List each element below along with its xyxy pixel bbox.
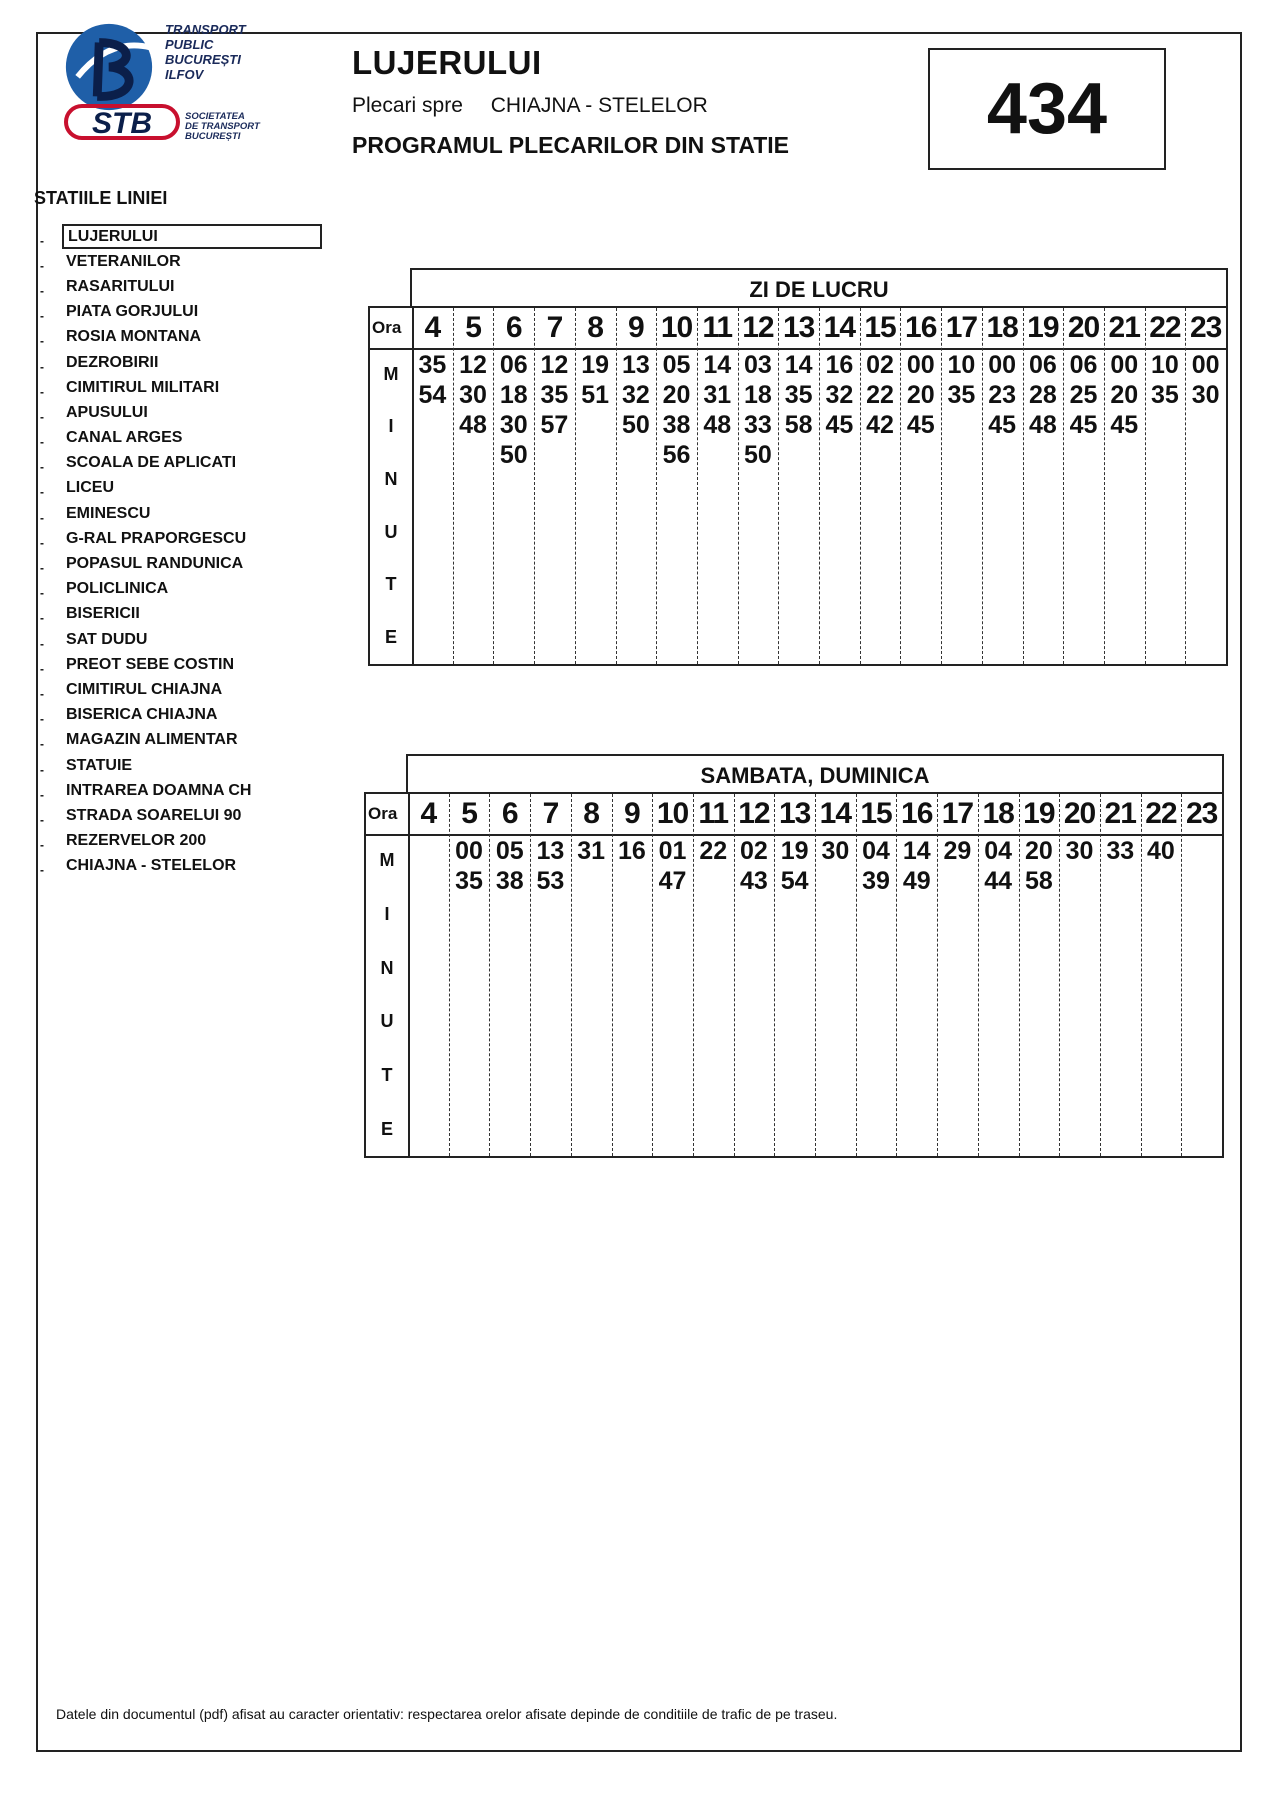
hour-cell: 21 bbox=[1108, 311, 1140, 344]
station-name: LUJERULUI bbox=[352, 44, 542, 81]
departure-minute: 05 bbox=[495, 837, 524, 865]
tpbi-logo-text: TRANSPORT PUBLIC BUCUREȘTI ILFOV bbox=[165, 22, 246, 82]
departure-minute: 31 bbox=[577, 837, 606, 865]
station-item bbox=[40, 803, 340, 828]
station-name-label: CIMITIRUL CHIAJNA bbox=[66, 680, 223, 698]
station-name-label: SCOALA DE APLICATI bbox=[66, 454, 237, 472]
departure-minute: 22 bbox=[699, 837, 728, 865]
minutes-cell bbox=[612, 836, 653, 866]
station-item bbox=[40, 224, 340, 249]
station-item bbox=[40, 325, 340, 350]
departure-minute: 57 bbox=[540, 411, 569, 439]
timetable-grid bbox=[364, 792, 1224, 1158]
stb-logo-icon bbox=[62, 100, 182, 144]
departure-minute: 38 bbox=[495, 867, 524, 895]
station-bullet: - bbox=[40, 636, 44, 651]
departure-minute: 14 bbox=[703, 351, 732, 379]
departure-minute: 50 bbox=[621, 411, 650, 439]
minute-label-letter: N bbox=[380, 957, 394, 978]
station-item bbox=[40, 577, 340, 602]
hour-cell: 7 bbox=[542, 797, 559, 830]
departure-minute: 50 bbox=[499, 441, 528, 469]
station-name-label: EMINESCU bbox=[66, 504, 151, 522]
hour-cell: 14 bbox=[819, 797, 852, 830]
station-name-label: POLICLINICA bbox=[66, 580, 169, 598]
station-name-label: RASARITULUI bbox=[66, 277, 175, 295]
departure-minute: 30 bbox=[459, 381, 487, 409]
minute-label-letter: M bbox=[379, 850, 395, 871]
departure-minute: 19 bbox=[780, 837, 809, 865]
stb-logo-text: SOCIETATEA DE TRANSPORT BUCUREȘTI bbox=[185, 111, 260, 142]
station-name-label: CANAL ARGES bbox=[66, 429, 183, 447]
minute-label-letter: I bbox=[388, 416, 394, 437]
timetable-grid bbox=[368, 306, 1228, 666]
direction bbox=[352, 94, 708, 118]
minutes-cell bbox=[941, 350, 982, 410]
station-bullet: - bbox=[40, 812, 44, 827]
minutes-cell bbox=[1104, 350, 1145, 440]
departure-minute: 10 bbox=[947, 351, 976, 379]
hour-cell: 12 bbox=[742, 311, 774, 344]
minutes-cell bbox=[900, 350, 941, 440]
departure-minute: 06 bbox=[1069, 351, 1098, 379]
station-item bbox=[40, 677, 340, 702]
station-bullet: - bbox=[40, 485, 44, 500]
minute-label-letter: E bbox=[380, 1118, 393, 1139]
minutes-cell bbox=[860, 350, 901, 440]
departure-minute: 30 bbox=[499, 411, 528, 439]
hour-cell: 12 bbox=[738, 797, 770, 830]
departure-minute: 20 bbox=[1110, 381, 1139, 409]
departure-minute: 45 bbox=[825, 411, 854, 439]
minutes-cell bbox=[982, 350, 1023, 440]
station-item bbox=[40, 426, 340, 451]
hour-cell: 14 bbox=[823, 311, 856, 344]
minute-label-letter: U bbox=[384, 521, 398, 542]
departure-minute: 05 bbox=[662, 351, 691, 379]
departure-minute: 19 bbox=[581, 351, 610, 379]
station-bullet: - bbox=[40, 863, 44, 878]
departure-minute: 14 bbox=[784, 351, 813, 379]
departure-minute: 58 bbox=[784, 411, 813, 439]
departure-minute: 53 bbox=[536, 867, 565, 895]
station-name-label: STATUIE bbox=[66, 756, 133, 774]
minutes-cell bbox=[656, 350, 697, 470]
station-name-label: BISERICA CHIAJNA bbox=[66, 706, 218, 724]
departure-minute: 30 bbox=[821, 837, 850, 865]
station-bullet: - bbox=[40, 359, 44, 374]
station-name-label: LUJERULUI bbox=[62, 224, 322, 249]
departure-minute: 02 bbox=[866, 351, 894, 379]
departure-minute: 33 bbox=[744, 411, 772, 439]
departure-minute: 13 bbox=[621, 351, 650, 379]
minutes-cell bbox=[493, 350, 534, 470]
minutes-cell bbox=[978, 836, 1019, 896]
departure-minute: 32 bbox=[825, 381, 854, 409]
station-name-label: APUSULUI bbox=[66, 403, 148, 421]
departure-minute: 58 bbox=[1024, 867, 1053, 895]
station-bullet: - bbox=[40, 233, 44, 248]
hour-cell: 5 bbox=[465, 311, 481, 344]
station-name-label: STRADA SOARELUI 90 bbox=[66, 806, 242, 824]
minutes-cell bbox=[1141, 836, 1182, 866]
station-bullet: - bbox=[40, 435, 44, 450]
departure-minute: 49 bbox=[902, 867, 931, 895]
minutes-cell bbox=[1185, 350, 1226, 410]
minutes-cell bbox=[937, 836, 978, 866]
station-list bbox=[40, 224, 340, 879]
column-divider bbox=[1181, 794, 1182, 1156]
departure-minute: 12 bbox=[459, 351, 487, 379]
hour-cell: 22 bbox=[1149, 311, 1181, 344]
departure-minute: 02 bbox=[740, 837, 768, 865]
departure-minute: 30 bbox=[1065, 837, 1094, 865]
hour-cell: 8 bbox=[583, 797, 599, 830]
minutes-cell bbox=[616, 350, 657, 440]
departure-minute: 23 bbox=[988, 381, 1017, 409]
program-title: PROGRAMUL PLECARILOR DIN STATIE bbox=[352, 132, 789, 158]
station-name-label: G-RAL PRAPORGESCU bbox=[66, 529, 247, 547]
minutes-cell bbox=[449, 836, 490, 896]
departure-minute: 45 bbox=[988, 411, 1017, 439]
direction-label: Plecari spre bbox=[352, 94, 463, 117]
hour-cell: 6 bbox=[505, 311, 522, 344]
departure-minute: 35 bbox=[1151, 381, 1179, 409]
minutes-cell bbox=[1145, 350, 1186, 410]
minutes-cell bbox=[819, 350, 860, 440]
station-name-label: REZERVELOR 200 bbox=[66, 832, 207, 850]
station-bullet: - bbox=[40, 561, 44, 576]
departure-minute: 00 bbox=[455, 837, 483, 865]
station-item bbox=[40, 778, 340, 803]
minute-label-letter: I bbox=[384, 903, 390, 924]
departure-minute: 44 bbox=[984, 867, 1013, 895]
departure-minute: 00 bbox=[1191, 351, 1220, 379]
stations-title: STATIILE LINIEI bbox=[34, 188, 168, 208]
minute-label-letter: N bbox=[384, 469, 398, 490]
minute-label-letter: T bbox=[385, 574, 397, 595]
station-name-label: LICEU bbox=[66, 479, 114, 497]
station-item bbox=[40, 829, 340, 854]
station-item bbox=[40, 451, 340, 476]
timetable-title: ZI DE LUCRU bbox=[410, 268, 1228, 306]
station-bullet: - bbox=[40, 661, 44, 676]
departure-minute: 39 bbox=[862, 867, 890, 895]
departure-minute: 20 bbox=[1024, 837, 1053, 865]
minutes-cell bbox=[738, 350, 779, 470]
minutes-cell bbox=[774, 836, 815, 896]
departure-minute: 01 bbox=[658, 837, 687, 865]
hour-cell: 17 bbox=[941, 797, 974, 830]
hour-cell: 18 bbox=[982, 797, 1014, 830]
minute-label-letter: E bbox=[384, 627, 397, 648]
departure-minute: 29 bbox=[943, 837, 972, 865]
minute-label-letter: T bbox=[381, 1064, 393, 1085]
station-name-label: VETERANILOR bbox=[66, 252, 181, 270]
departure-minute: 00 bbox=[988, 351, 1017, 379]
hour-cell: 23 bbox=[1189, 311, 1222, 344]
departure-minute: 18 bbox=[744, 381, 772, 409]
minutes-cell bbox=[778, 350, 819, 440]
station-bullet: - bbox=[40, 384, 44, 399]
departure-minute: 06 bbox=[499, 351, 528, 379]
station-bullet: - bbox=[40, 838, 44, 853]
departure-minute: 00 bbox=[1110, 351, 1139, 379]
station-item bbox=[40, 274, 340, 299]
minutes-cell bbox=[453, 350, 494, 440]
minutes-cell bbox=[575, 350, 616, 410]
station-bullet: - bbox=[40, 787, 44, 802]
departure-minute: 04 bbox=[984, 837, 1013, 865]
departure-minute: 48 bbox=[459, 411, 487, 439]
departure-minute: 20 bbox=[662, 381, 691, 409]
station-name-label: CHIAJNA - STELELOR bbox=[66, 857, 237, 875]
station-name-label: PREOT SEBE COSTIN bbox=[66, 655, 235, 673]
station-item bbox=[40, 703, 340, 728]
departure-minute: 51 bbox=[581, 381, 610, 409]
minutes-cell bbox=[571, 836, 612, 866]
station-item bbox=[40, 854, 340, 879]
footer-disclaimer: Datele din documentul (pdf) afisat au caracter orientativ: respectarea orelor afisate depinde de conditiile de trafic de pe traseu. bbox=[56, 1706, 838, 1722]
station-name-label: ROSIA MONTANA bbox=[66, 328, 202, 346]
departure-minute: 03 bbox=[744, 351, 772, 379]
station-name-label: CIMITIRUL MILITARI bbox=[66, 378, 220, 396]
departure-minute: 54 bbox=[418, 381, 447, 409]
departure-minute: 45 bbox=[1069, 411, 1098, 439]
hour-cell: 21 bbox=[1104, 797, 1136, 830]
timetable-title: SAMBATA, DUMINICA bbox=[406, 754, 1224, 792]
minutes-cell bbox=[896, 836, 937, 896]
hour-cell: 7 bbox=[546, 311, 563, 344]
departure-minute: 33 bbox=[1106, 837, 1135, 865]
station-bullet: - bbox=[40, 535, 44, 550]
departure-minute: 00 bbox=[906, 351, 935, 379]
minutes-cell bbox=[856, 836, 897, 896]
station-item bbox=[40, 350, 340, 375]
departure-minute: 16 bbox=[617, 837, 646, 865]
station-item bbox=[40, 300, 340, 325]
station-name-label: DEZROBIRII bbox=[66, 353, 159, 371]
departure-minute: 25 bbox=[1069, 381, 1098, 409]
minutes-cell bbox=[534, 350, 575, 440]
station-bullet: - bbox=[40, 510, 44, 525]
station-bullet: - bbox=[40, 460, 44, 475]
minutes-cell bbox=[1019, 836, 1060, 896]
minute-label-letter: M bbox=[383, 363, 399, 384]
svg-text:STB: STB bbox=[92, 107, 152, 140]
station-bullet: - bbox=[40, 586, 44, 601]
station-bullet: - bbox=[40, 334, 44, 349]
hour-cell: 18 bbox=[986, 311, 1018, 344]
hour-cell: 11 bbox=[698, 797, 729, 830]
departure-minute: 35 bbox=[455, 867, 483, 895]
departure-minute: 35 bbox=[540, 381, 569, 409]
station-item bbox=[40, 753, 340, 778]
hour-cell: 9 bbox=[628, 311, 644, 344]
hour-cell: 19 bbox=[1023, 797, 1055, 830]
minutes-cell bbox=[697, 350, 738, 440]
minutes-cell bbox=[489, 836, 530, 896]
departure-minute: 38 bbox=[662, 411, 691, 439]
minute-label-letter: U bbox=[380, 1011, 394, 1032]
departure-minute: 13 bbox=[536, 837, 565, 865]
departure-minute: 18 bbox=[499, 381, 528, 409]
station-item bbox=[40, 652, 340, 677]
station-item bbox=[40, 476, 340, 501]
minutes-cell bbox=[530, 836, 571, 896]
departure-minute: 22 bbox=[866, 381, 894, 409]
station-bullet: - bbox=[40, 611, 44, 626]
station-name-label: INTRAREA DOAMNA CH bbox=[66, 781, 252, 799]
minutes-cell bbox=[652, 836, 693, 896]
station-item bbox=[40, 627, 340, 652]
minute-label bbox=[366, 834, 408, 1156]
hour-cell: 13 bbox=[778, 797, 811, 830]
station-item bbox=[40, 501, 340, 526]
station-name-label: POPASUL RANDUNICA bbox=[66, 555, 244, 573]
minutes-cell bbox=[1063, 350, 1104, 440]
hour-cell: 15 bbox=[860, 797, 892, 830]
departure-minute: 04 bbox=[862, 837, 890, 865]
line-number: 434 bbox=[986, 69, 1108, 149]
station-bullet: - bbox=[40, 283, 44, 298]
station-name-label: PIATA GORJULUI bbox=[66, 303, 199, 321]
departure-minute: 45 bbox=[1110, 411, 1139, 439]
hour-cell: 19 bbox=[1027, 311, 1059, 344]
departure-minute: 47 bbox=[658, 867, 687, 895]
minute-label bbox=[370, 348, 412, 664]
departure-minute: 35 bbox=[784, 381, 813, 409]
departure-minute: 54 bbox=[780, 867, 809, 895]
departure-minute: 14 bbox=[902, 837, 931, 865]
hour-cell: 8 bbox=[587, 311, 603, 344]
station-bullet: - bbox=[40, 258, 44, 273]
departure-minute: 45 bbox=[906, 411, 935, 439]
minutes-cell bbox=[693, 836, 734, 866]
hour-cell: 23 bbox=[1185, 797, 1218, 830]
departure-minute: 10 bbox=[1151, 351, 1179, 379]
hour-cell: 4 bbox=[424, 311, 441, 344]
hour-cell: 11 bbox=[702, 311, 733, 344]
hour-cell: 13 bbox=[782, 311, 815, 344]
departure-minute: 48 bbox=[703, 411, 732, 439]
departure-minute: 32 bbox=[621, 381, 650, 409]
station-bullet: - bbox=[40, 409, 44, 424]
departure-minute: 16 bbox=[825, 351, 854, 379]
departure-minute: 48 bbox=[1028, 411, 1057, 439]
minutes-cell bbox=[1100, 836, 1141, 866]
departure-minute: 50 bbox=[744, 441, 772, 469]
departure-minute: 42 bbox=[866, 411, 894, 439]
hour-cell: 4 bbox=[420, 797, 437, 830]
departure-minute: 06 bbox=[1028, 351, 1057, 379]
line-number-box bbox=[928, 48, 1166, 170]
hour-cell: 16 bbox=[905, 311, 937, 344]
hour-cell: 10 bbox=[660, 311, 693, 344]
station-item bbox=[40, 400, 340, 425]
minutes-cell bbox=[1059, 836, 1100, 866]
station-item bbox=[40, 551, 340, 576]
hour-cell: 15 bbox=[864, 311, 896, 344]
minutes-cell bbox=[1023, 350, 1064, 440]
minutes-cell bbox=[734, 836, 775, 896]
station-name-label: MAGAZIN ALIMENTAR bbox=[66, 731, 238, 749]
departure-minute: 35 bbox=[947, 381, 976, 409]
departure-minute: 12 bbox=[540, 351, 569, 379]
hour-cell: 9 bbox=[624, 797, 640, 830]
station-item bbox=[40, 526, 340, 551]
hour-cell: 20 bbox=[1063, 797, 1096, 830]
hour-cell: 5 bbox=[461, 797, 477, 830]
station-bullet: - bbox=[40, 309, 44, 324]
station-bullet: - bbox=[40, 737, 44, 752]
station-bullet: - bbox=[40, 712, 44, 727]
departure-minute: 31 bbox=[703, 381, 732, 409]
station-item bbox=[40, 249, 340, 274]
hour-cell: 16 bbox=[901, 797, 933, 830]
hour-cell: 20 bbox=[1067, 311, 1100, 344]
station-item bbox=[40, 728, 340, 753]
hour-cell: 10 bbox=[656, 797, 689, 830]
station-bullet: - bbox=[40, 762, 44, 777]
station-item bbox=[40, 375, 340, 400]
hour-cell: 22 bbox=[1145, 797, 1177, 830]
station-name-label: BISERICII bbox=[66, 605, 140, 623]
minutes-cell bbox=[412, 350, 453, 410]
direction-destination: CHIAJNA - STELELOR bbox=[490, 94, 708, 117]
station-bullet: - bbox=[40, 686, 44, 701]
station-name-label: SAT DUDU bbox=[66, 630, 148, 648]
hour-cell: 17 bbox=[945, 311, 978, 344]
departure-minute: 30 bbox=[1191, 381, 1220, 409]
departure-minute: 20 bbox=[906, 381, 935, 409]
minutes-cell bbox=[815, 836, 856, 866]
ora-label: Ora bbox=[368, 804, 398, 823]
departure-minute: 56 bbox=[662, 441, 691, 469]
hour-cell: 6 bbox=[501, 797, 518, 830]
ora-label: Ora bbox=[372, 318, 402, 337]
station-item bbox=[40, 602, 340, 627]
departure-minute: 28 bbox=[1028, 381, 1057, 409]
departure-minute: 43 bbox=[740, 867, 768, 895]
departure-minute: 40 bbox=[1147, 837, 1175, 865]
departure-minute: 35 bbox=[418, 351, 447, 379]
